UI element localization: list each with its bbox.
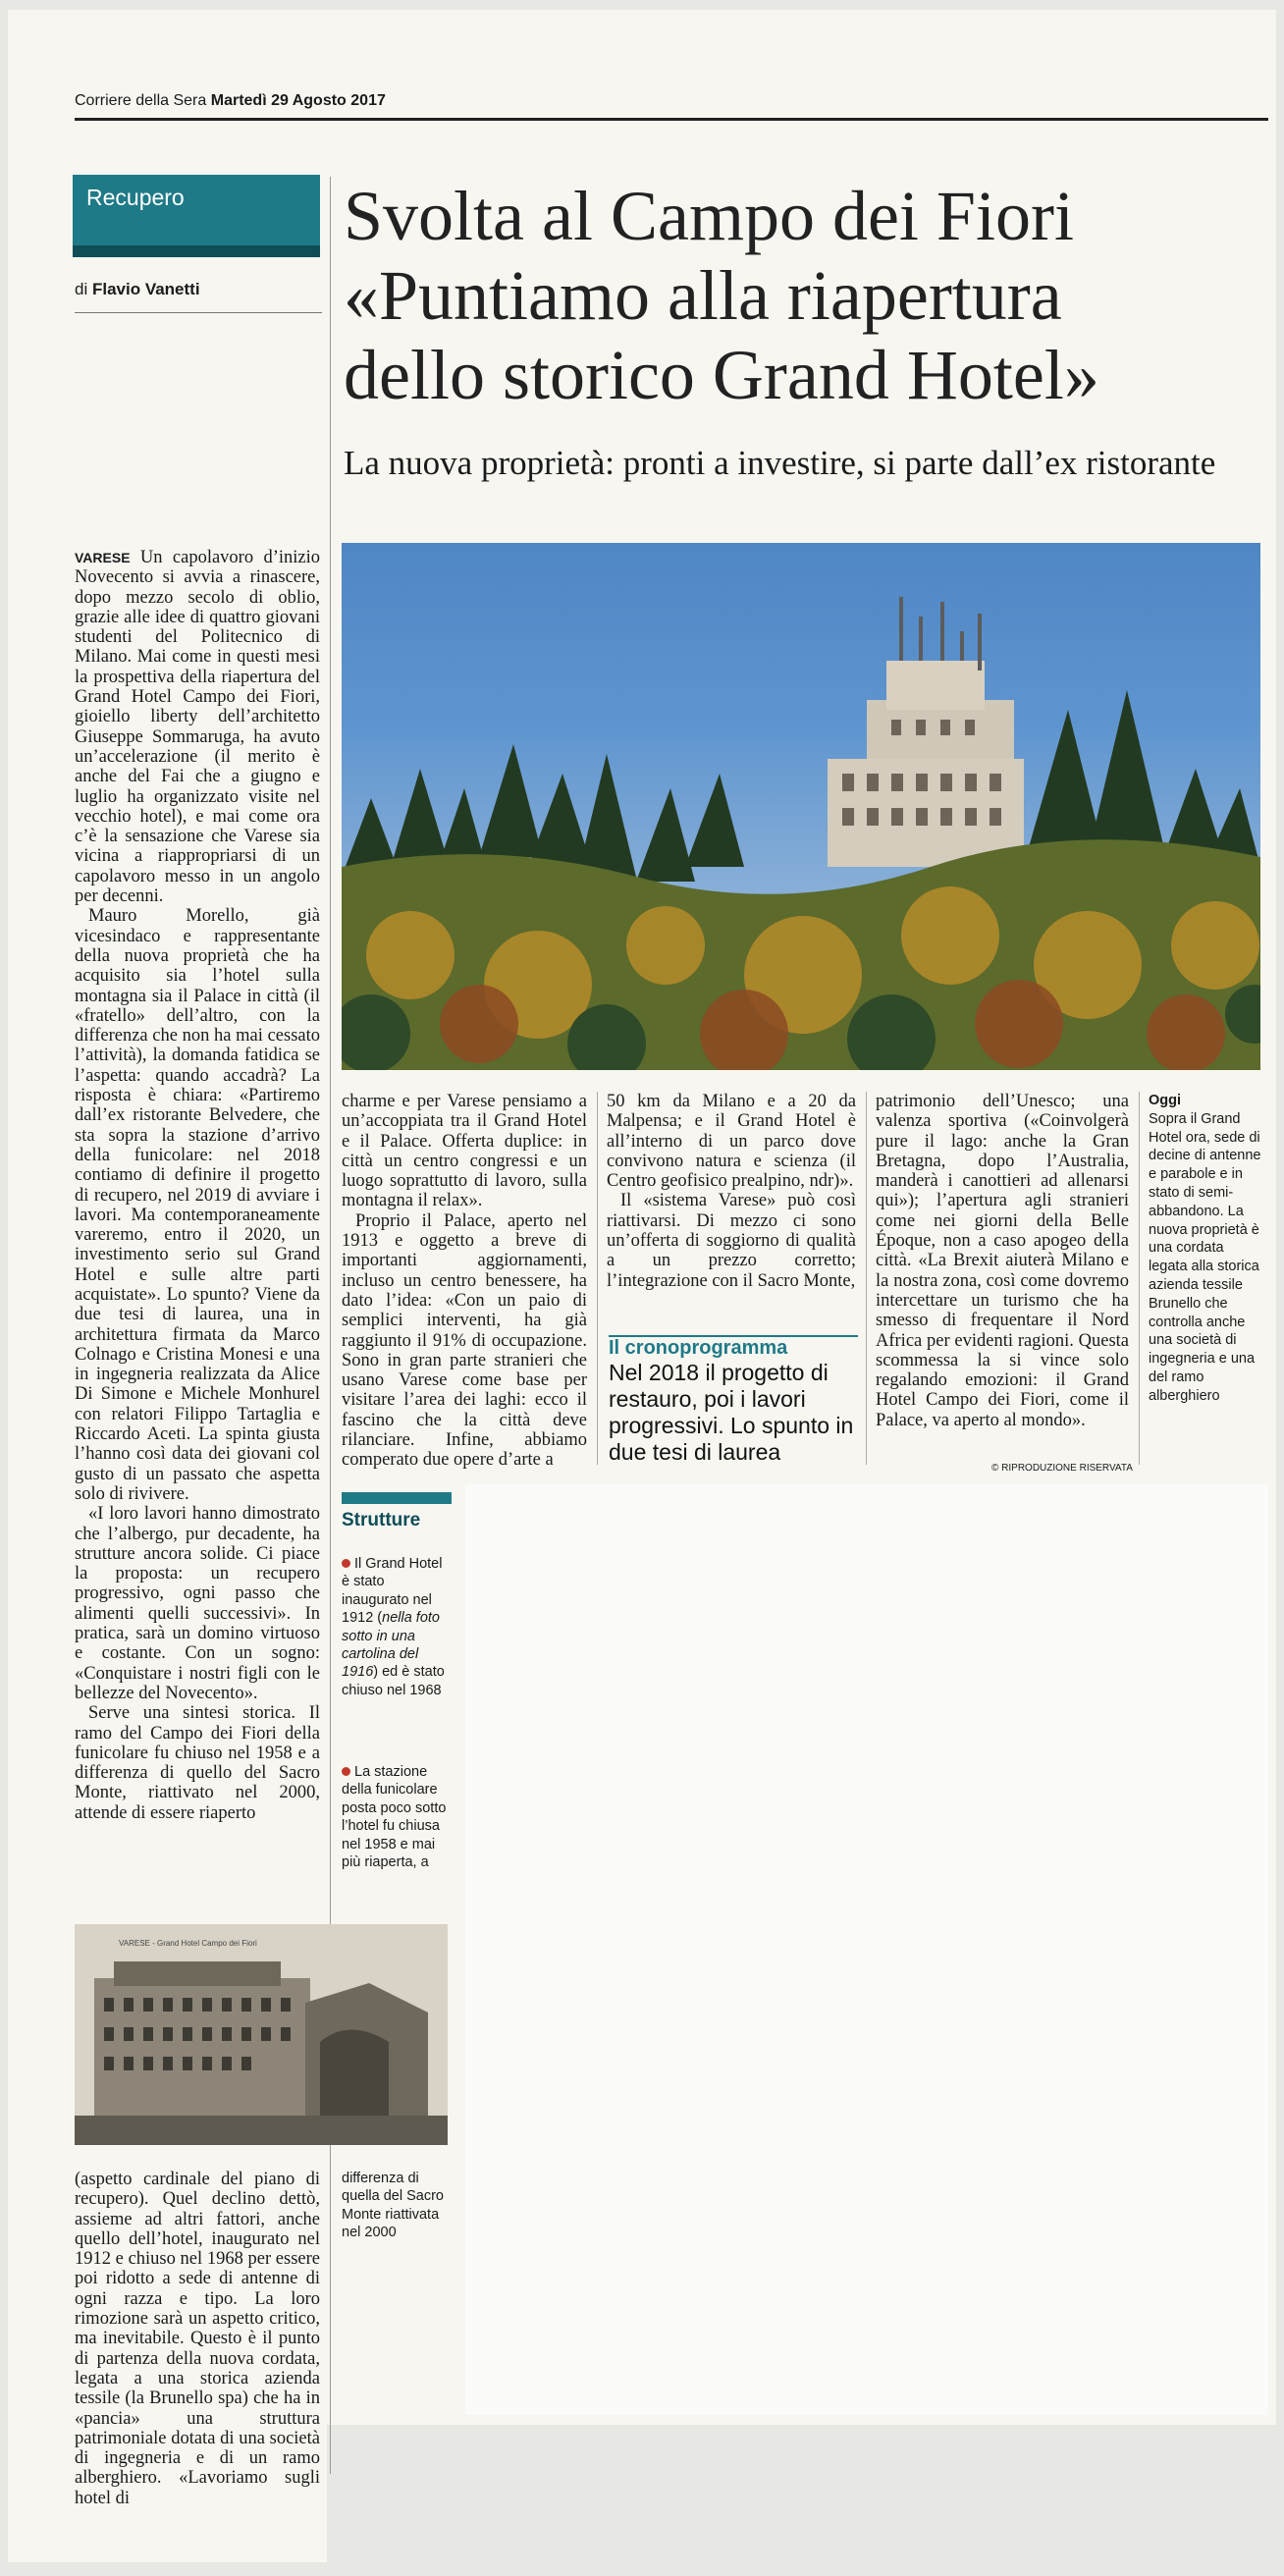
paragraph-3: «I loro lavori hanno dimostrato che l’albergo, pur decadente, ha strutture ancora solide. Ci piace la proposta: un recupero progressivo, ogni passo che alimenti quelli successivi». In pratica, sarà un domino virtuoso e costante. Con un sogno: «Conquistare i nostri figli con le bellezze del Novecento».	[75, 1504, 320, 1703]
hotel-photo-illustration	[342, 543, 1260, 1070]
bullet-icon	[342, 1559, 350, 1568]
strutture-item-2-text: La stazione della funicolare posta poco sotto l’hotel fu chiusa nel 1958 e mai più riaperta, a	[342, 1764, 447, 1871]
headline-line-3: dello storico Grand Hotel»	[344, 336, 1099, 414]
issue-date: Martedì 29 Agosto 2017	[210, 92, 386, 109]
photo-caption-oggi	[1149, 1092, 1264, 1406]
strutture-item-2-continued	[342, 2170, 452, 2242]
paragraph-1	[75, 548, 320, 906]
section-kicker	[73, 175, 320, 255]
cronoprogramma-title: Il cronoprogramma	[609, 1337, 788, 1359]
byline-author: Flavio Vanetti	[91, 280, 200, 298]
bullet-icon	[342, 1767, 350, 1776]
strutture-item-2-cont-text: differenza di quella del Sacro Monte riattivata nel 2000	[342, 2171, 444, 2241]
article-column-1	[75, 548, 320, 1823]
col2-paragraph-1: charme e per Varese pensiamo a un’accoppiata tra il Grand Hotel e il Palace. Offerta duplice: in città un centro congressi e un luogo soprattutto di lavoro, sulla montagna il relax».	[342, 1092, 587, 1211]
strutture-item-1-text-b: ) ed è stato chiuso nel 1968	[342, 1664, 445, 1698]
col3-paragraph-2: Il «sistema Varese» può così riattivarsi. Di mezzo ci sono un’offerta di soggiorno di qualità a un prezzo corretto; l’integrazione con il Sacro Monte,	[607, 1191, 856, 1291]
section-kicker-bar	[73, 245, 320, 257]
article-column-2	[342, 1092, 587, 1471]
column-divider-4	[1139, 1092, 1140, 1465]
paragraph-5: (aspetto cardinale del piano di recupero). Quel declino dettò, assieme ad altri fattori, anche quello dell’hotel, inaugurato nel 1912 e chiuso nel 1968 per essere poi ridotto a sede di antenne di ogni razza e tipo. La loro rimozione sarà un aspetto critico, ma inevitabile. Questo è il punto di partenza della nuova cordata, legata a una storica azienda tessile (la Brunello spa) che ha in «pancia» una struttura patrimoniale dotata di una società di ingegneria e di un ramo alberghiero. «Lavoriamo sugli hotel di	[75, 2170, 320, 2508]
col2-paragraph-2: Proprio il Palace, aperto nel 1913 e oggetto a breve di importanti aggiornamenti, incluso un centro benessere, ha dato l’idea: «Con un paio di semplici interventi, ha già raggiunto il 91% di occupazione. Sono in gran parte stranieri che usano Varese come base per visitare l’area dei laghi: ecco il fascino che la città deve rilanciare. Infine, abbiamo comperato due opere d’arte a	[342, 1210, 587, 1471]
byline-prefix: di	[75, 280, 88, 298]
oggi-title: Oggi	[1149, 1093, 1182, 1108]
column-divider-3	[866, 1092, 867, 1465]
cronoprogramma-text: Nel 2018 il progetto di restauro, poi i lavori progressivi. Lo spunto in due tesi di laurea	[609, 1360, 854, 1465]
strutture-item-1-italic: nella foto sotto in una cartolina del 1916	[342, 1610, 440, 1681]
col3-paragraph-1: 50 km da Milano e a 20 da Malpensa; e il Grand Hotel è all’interno di un parco dove convivono natura e scienza (il Centro geofisico prealpino, ndr)».	[607, 1092, 856, 1192]
hotel-photo	[342, 543, 1260, 1070]
strutture-item-1	[342, 1555, 452, 1699]
paragraph-2: Mauro Morello, già vicesindaco e rappresentante della nuova proprietà che ha acquisito sia l’hotel sulla montagna sia il Palace in città (il «fratello» dell’altro, con la differenza che non ha mai cessato l’attività), la domanda fatidica se l’aspetta: quando accadrà? La risposta è chiara: «Partiremo dall’ex ristorante Belvedere, che sta sopra la stazione d’arrivo della funicolare: nel 2018 contiamo di definire il progetto di recupero, nel 2019 di avviare i lavori. Ma contemporaneamente vareremo, entro il 2020, un investimento serio sul Grand Hotel e sulle altre parti acquistate». Lo spunto? Viene da due tesi di laurea, una in architettura firmata da Marco Colnago e Cristina Monesi e una in ingegneria realizzata da Alice Di Simone e Michele Monhurel con relatori Filippo Tartaglia e Riccardo Aceti. La spinta giusta l’hanno così data dei giovani col gusto di un passato che aspetta solo di rivivere.	[75, 906, 320, 1504]
headline	[344, 177, 1266, 415]
col4-paragraph-1: patrimonio dell’Unesco; una valenza sportiva («Coinvolgerà pure il lago: anche la Gran Bretagna, dopo l’Australia, manderà i canottieri ad allenarsi qui»); l’apertura agli stranieri come nei giorni della Belle Époque, non a caso apogeo della città. «La Brexit aiuterà Milano e la nostra zona, così come dovremo intercettare un turismo che ha smesso di frequentare il Nord Africa per evidenti ragioni. Questa scommessa la si vince solo regalando emozioni: il Grand Hotel Campo dei Fiori, come il Palace, va aperto al mondo».	[876, 1092, 1129, 1430]
headline-line-1: Svolta al Campo dei Fiori	[344, 177, 1074, 255]
postcard-caption-text: VARESE - Grand Hotel Campo dei Fiori	[119, 1939, 257, 1948]
strutture-item-2	[342, 1763, 452, 1871]
headline-line-2: «Puntiamo alla riapertura	[344, 256, 1062, 335]
strutture-title: Strutture	[342, 1510, 421, 1530]
header-rule	[75, 118, 1268, 121]
byline	[75, 280, 200, 299]
oggi-text: Sopra il Grand Hotel ora, sede di decine di antenne e parabole e in stato di semi-abbandono. La nuova proprietà è una cordata legata alla storica azienda tessile Brunello che controlla anche una società di ingegneria e una del ramo alberghiero	[1149, 1110, 1261, 1404]
byline-rule	[75, 312, 322, 313]
article-column-1-continued	[75, 2170, 320, 2508]
column-divider-2	[597, 1092, 598, 1465]
placename: VARESE	[75, 550, 131, 565]
paper-name: Corriere della Sera	[75, 92, 207, 109]
postcard-image	[75, 1924, 448, 2145]
strutture-bar	[342, 1492, 452, 1504]
blank-area	[465, 1484, 1268, 2415]
section-label: Recupero	[86, 185, 185, 210]
subheadline: La nuova proprietà: pronti a investire, si parte dall’ex ristorante	[344, 444, 1216, 482]
article-column-3	[607, 1092, 856, 1291]
postcard-illustration	[75, 1924, 448, 2145]
strutture-item-1-text-a: Il Grand Hotel è stato inaugurato nel 1912 (	[342, 1556, 443, 1627]
paragraph-1-text: Un capolavoro d’inizio Novecento si avvia a rinascere, dopo mezzo secolo di oblio, grazie alle idee di quattro giovani studenti del Politecnico di Milano. Mai come in questi mesi la prospettiva della riapertura del Grand Hotel Campo dei Fiori, gioiello liberty dell’architetto Giuseppe Sommaruga, ha avuto un’accelerazione (il merito è anche del Fai che a giugno e luglio ha organizzato visite nel vecchio hotel), e mai come ora c’è la sensazione che Varese sia vicina a riappropriarsi di un capolavoro messo in un angolo per decenni.	[75, 548, 320, 907]
dateline	[75, 92, 386, 110]
article-column-4	[876, 1092, 1129, 1430]
copyright-notice: © RIPRODUZIONE RISERVATA	[991, 1463, 1133, 1474]
paragraph-4: Serve una sintesi storica. Il ramo del Campo dei Fiori della funicolare fu chiuso nel 1958 e a differenza di quello del Sacro Monte, riattivato nel 2000, attende di essere riaperto	[75, 1703, 320, 1823]
